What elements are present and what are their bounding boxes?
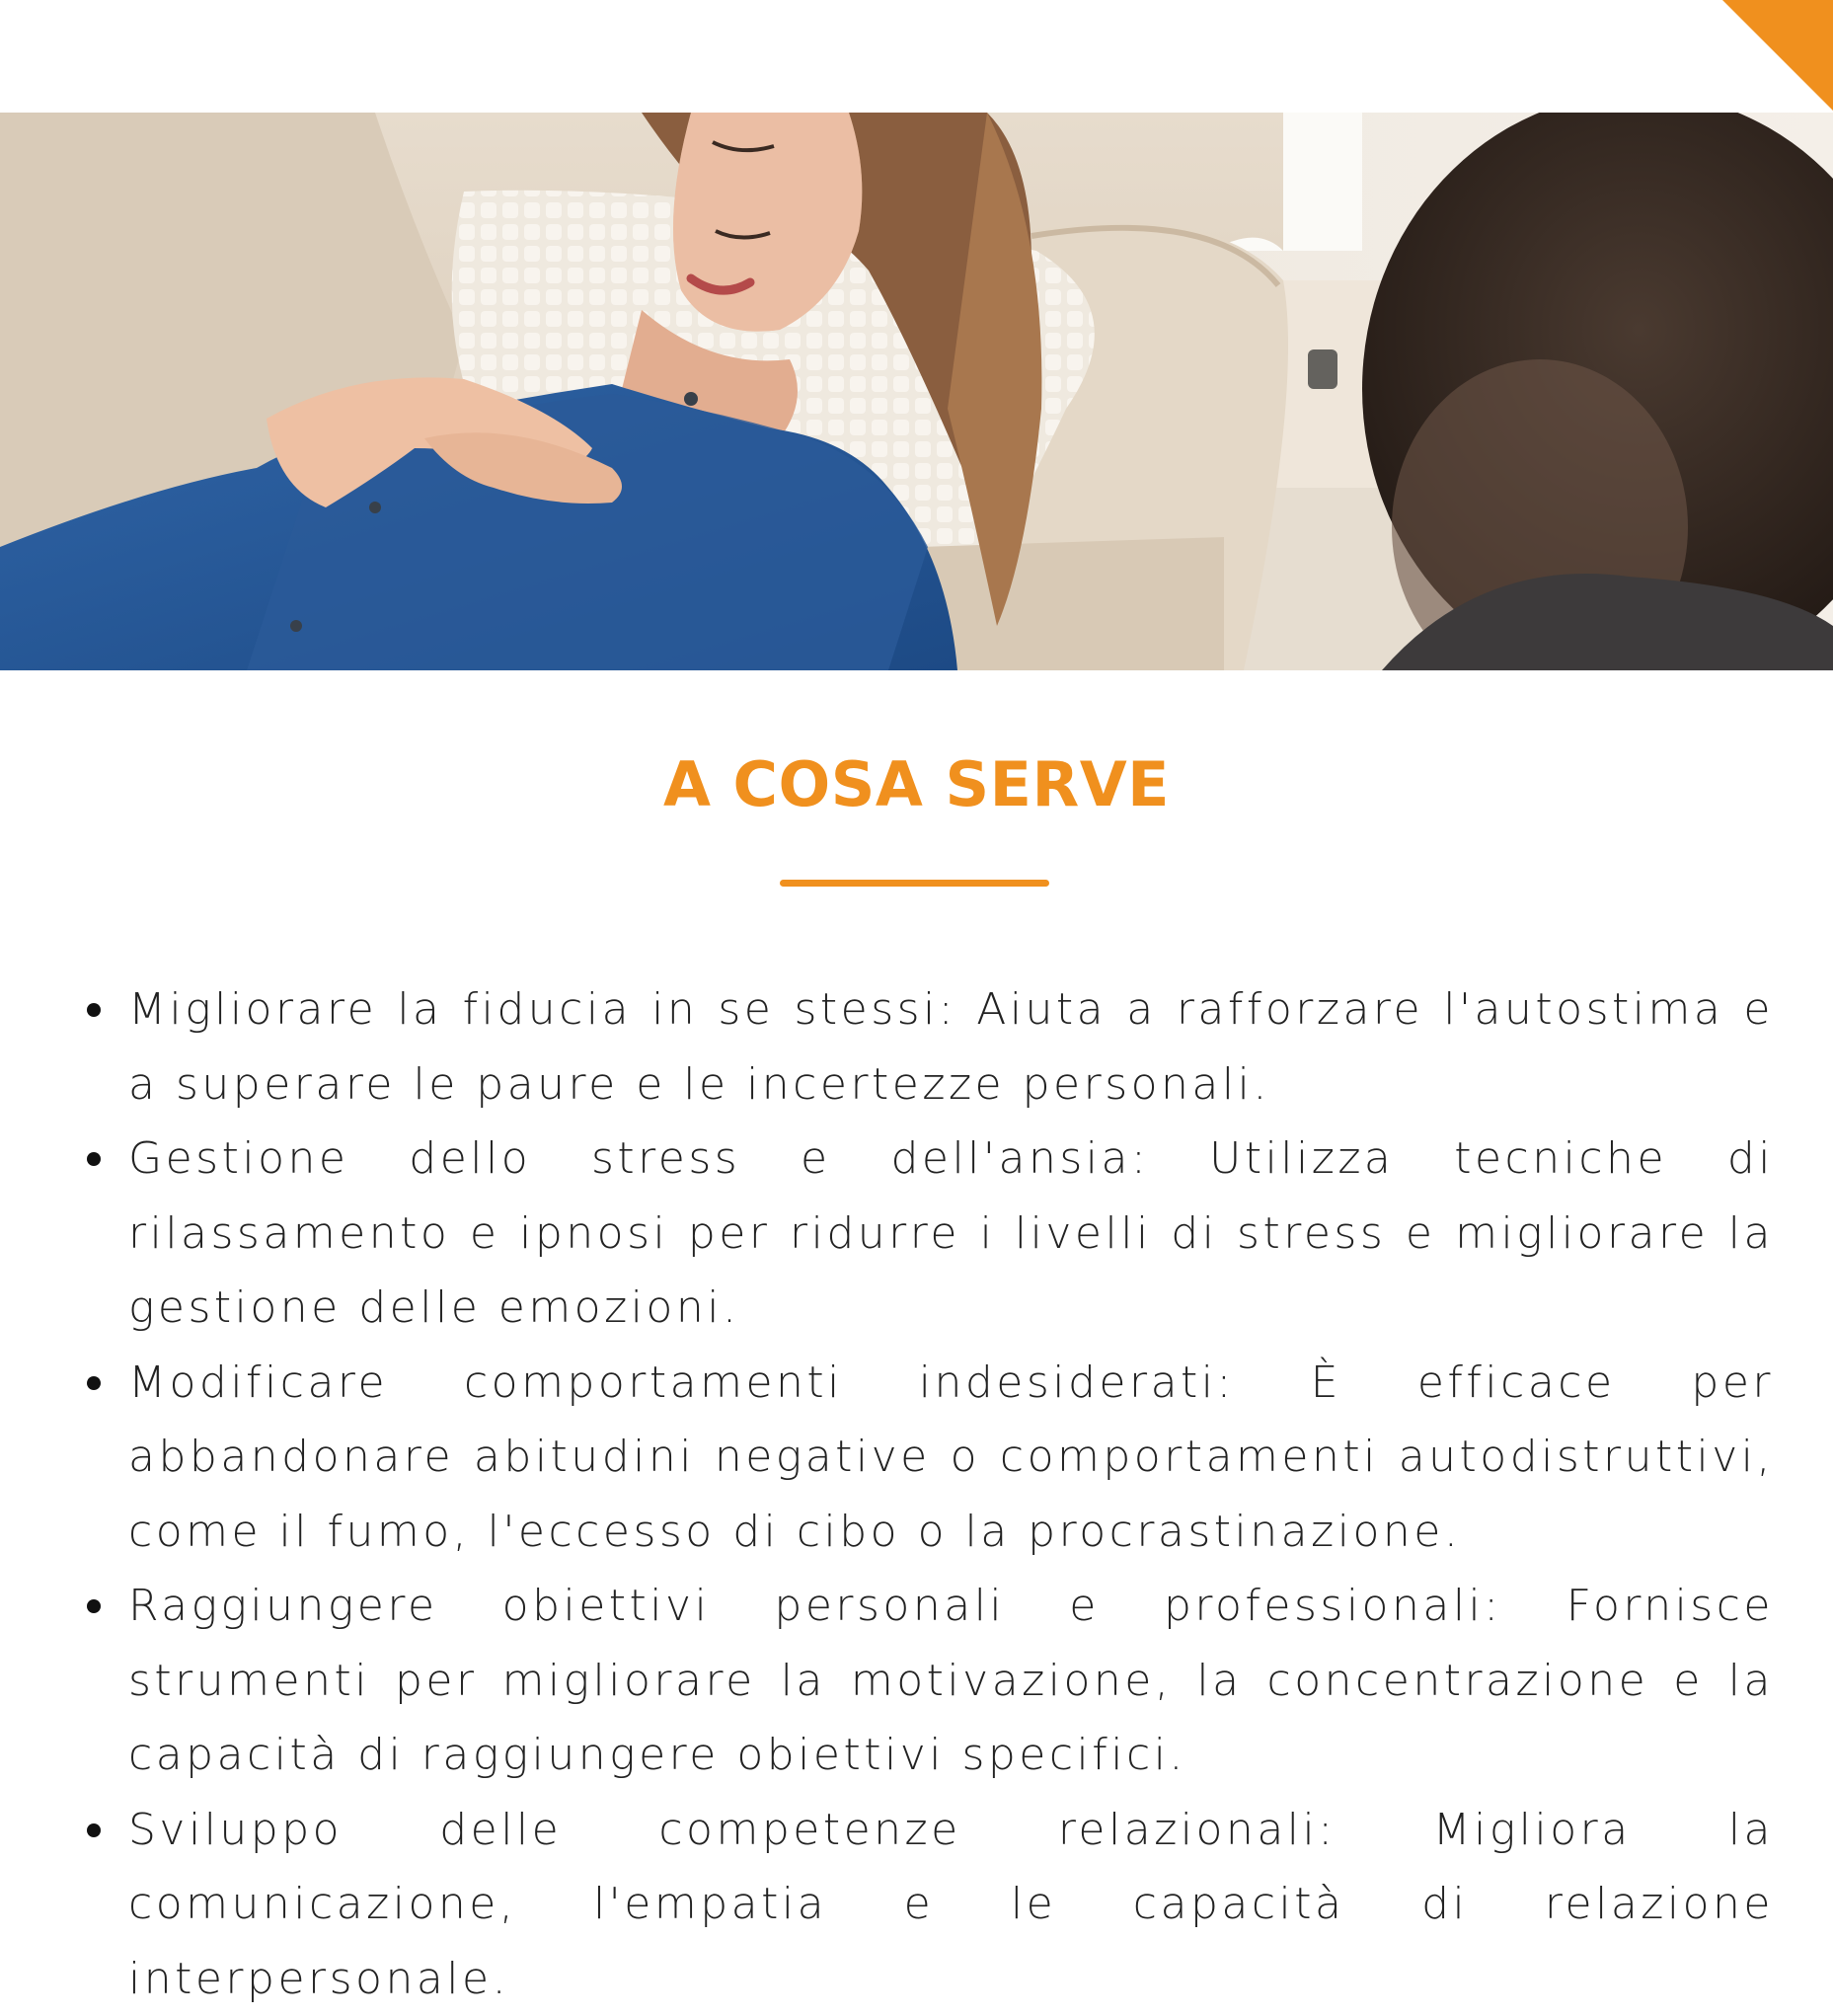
benefit-text: Raggiungere obiettivi personali e professionali: Fornisce strumenti per migliorare la motivazione, la concentrazione e la capacità di raggiungere obiettivi specifici. — [128, 1581, 1774, 1780]
corner-accent — [1722, 0, 1833, 111]
hero-image — [0, 113, 1833, 670]
bullet-icon — [87, 1003, 101, 1017]
list-item — [128, 972, 1774, 1122]
bullet-icon — [87, 1823, 101, 1837]
list-item — [128, 1346, 1774, 1570]
bullet-icon — [87, 1376, 101, 1390]
benefit-text: Gestione dello stress e dell'ansia: Utilizza tecniche di rilassamento e ipnosi per ridurre i livelli di stress e migliorare la gestione delle emozioni. — [128, 1133, 1774, 1333]
bullet-icon — [87, 1599, 101, 1613]
hero-illustration — [0, 113, 1833, 670]
list-item — [128, 1122, 1774, 1346]
list-item — [128, 1793, 1774, 2016]
title-underline — [780, 880, 1049, 887]
benefit-text: Modificare comportamenti indesiderati: È efficace per abbandonare abitudini negative o comportamenti autodistruttivi, come il fumo, l'eccesso di cibo o la procrastinazione. — [128, 1357, 1774, 1557]
benefit-text: Migliorare la fiducia in se stessi: Aiuta a rafforzare l'autostima e a superare le paure e le incertezze personali. — [128, 984, 1774, 1110]
section-title: A COSA SERVE — [0, 748, 1833, 820]
benefit-text: Sviluppo delle competenze relazionali: Migliora la comunicazione, l'empatia e le capacità di relazione interpersonale. — [128, 1805, 1774, 2004]
list-item — [128, 1569, 1774, 1793]
bullet-icon — [87, 1152, 101, 1166]
benefits-list — [128, 972, 1774, 2016]
